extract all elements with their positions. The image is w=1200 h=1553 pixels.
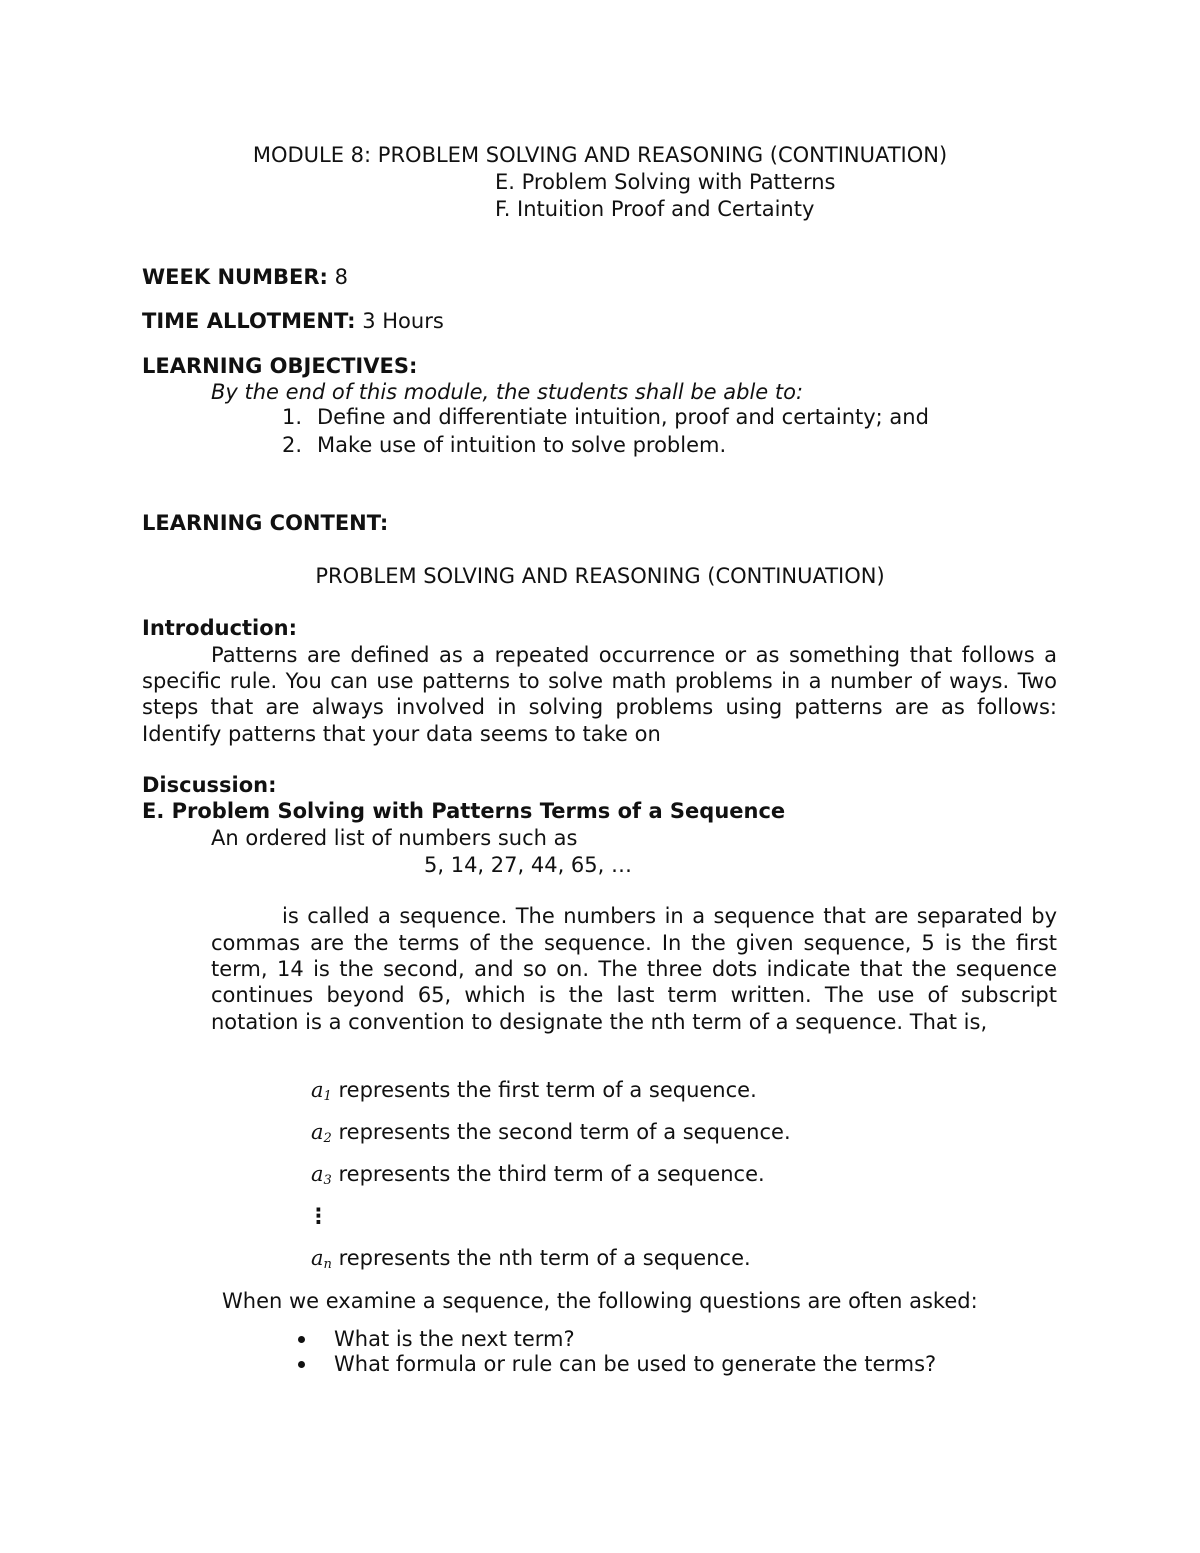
objectives-intro: By the end of this module, the students shall be able to: — [211, 380, 804, 404]
term-a3-symbol: $a_3$ — [311, 1162, 332, 1188]
term-a1-text: represents the first term of a sequence. — [331, 1078, 757, 1102]
section-title: PROBLEM SOLVING AND REASONING (CONTINUATION) — [315, 564, 885, 588]
term-a1 — [311, 1077, 757, 1110]
term-a1-symbol: $a_1$ — [311, 1078, 332, 1104]
objective-1-text: Define and differentiate intuition, proof and certainty; and — [317, 405, 929, 429]
questions-intro: When we examine a sequence, the following questions are often asked: — [222, 1289, 978, 1313]
sequence-example: 5, 14, 27, 44, 65, … — [424, 853, 633, 877]
topic-e: E. Problem Solving with Patterns — [495, 170, 836, 194]
intro-line-1: Patterns are defined as a repeated occurrence or as something that follows a — [211, 643, 1057, 667]
sequence-para-line-4: continues beyond 65, which is the last term written. The use of subscript — [211, 983, 1057, 1007]
week-value: 8 — [327, 265, 348, 289]
term-an-symbol: $a_n$ — [311, 1246, 332, 1272]
term-an-text: represents the nth term of a sequence. — [331, 1246, 751, 1270]
term-a2-symbol: $a_2$ — [311, 1120, 332, 1146]
sequence-para-line-1: is called a sequence. The numbers in a sequence that are separated by — [282, 904, 1057, 928]
term-a2 — [311, 1119, 791, 1152]
discussion-heading: Discussion: — [142, 773, 277, 797]
module-title: MODULE 8: PROBLEM SOLVING AND REASONING (CONTINUATION) — [252, 143, 948, 167]
sequence-para-line-2: commas are the terms of the sequence. In the given sequence, 5 is the first — [211, 931, 1057, 955]
term-a3 — [311, 1161, 765, 1194]
sequence-para-line-5: notation is a convention to designate the nth term of a sequence. That is, — [211, 1010, 988, 1034]
time-allotment — [142, 308, 444, 334]
time-label: TIME ALLOTMENT: — [142, 309, 356, 333]
intro-line-4: Identify patterns that your data seems to take on — [142, 722, 661, 746]
term-an — [311, 1245, 751, 1278]
topic-f: F. Intuition Proof and Certainty — [495, 197, 815, 221]
intro-line-2: specific rule. You can use patterns to solve math problems in a number of ways. Two — [142, 669, 1057, 693]
vertical-ellipsis: ⋮ — [308, 1204, 329, 1228]
question-1: What is the next term? — [334, 1327, 575, 1351]
time-value: 3 Hours — [355, 309, 444, 333]
intro-heading: Introduction: — [142, 616, 298, 640]
subsection-title: E. Problem Solving with Patterns Terms of a Sequence — [142, 799, 786, 823]
term-a3-text: represents the third term of a sequence. — [331, 1162, 765, 1186]
week-number — [142, 264, 348, 290]
term-a2-text: represents the second term of a sequence. — [331, 1120, 791, 1144]
bullet-dot — [298, 1361, 305, 1368]
objectives-heading: LEARNING OBJECTIVES: — [142, 354, 418, 378]
objective-1-num: 1. — [282, 405, 303, 429]
objective-2-num: 2. — [282, 433, 303, 457]
question-2: What formula or rule can be used to generate the terms? — [334, 1352, 937, 1376]
sequence-intro: An ordered list of numbers such as — [211, 826, 578, 850]
content-heading: LEARNING CONTENT: — [142, 511, 389, 535]
week-label: WEEK NUMBER: — [142, 265, 328, 289]
bullet-dot — [298, 1336, 305, 1343]
objective-2-text: Make use of intuition to solve problem. — [317, 433, 727, 457]
intro-line-3: steps that are always involved in solving problems using patterns are as follows: — [142, 695, 1057, 719]
sequence-para-line-3: term, 14 is the second, and so on. The three dots indicate that the sequence — [211, 957, 1057, 981]
